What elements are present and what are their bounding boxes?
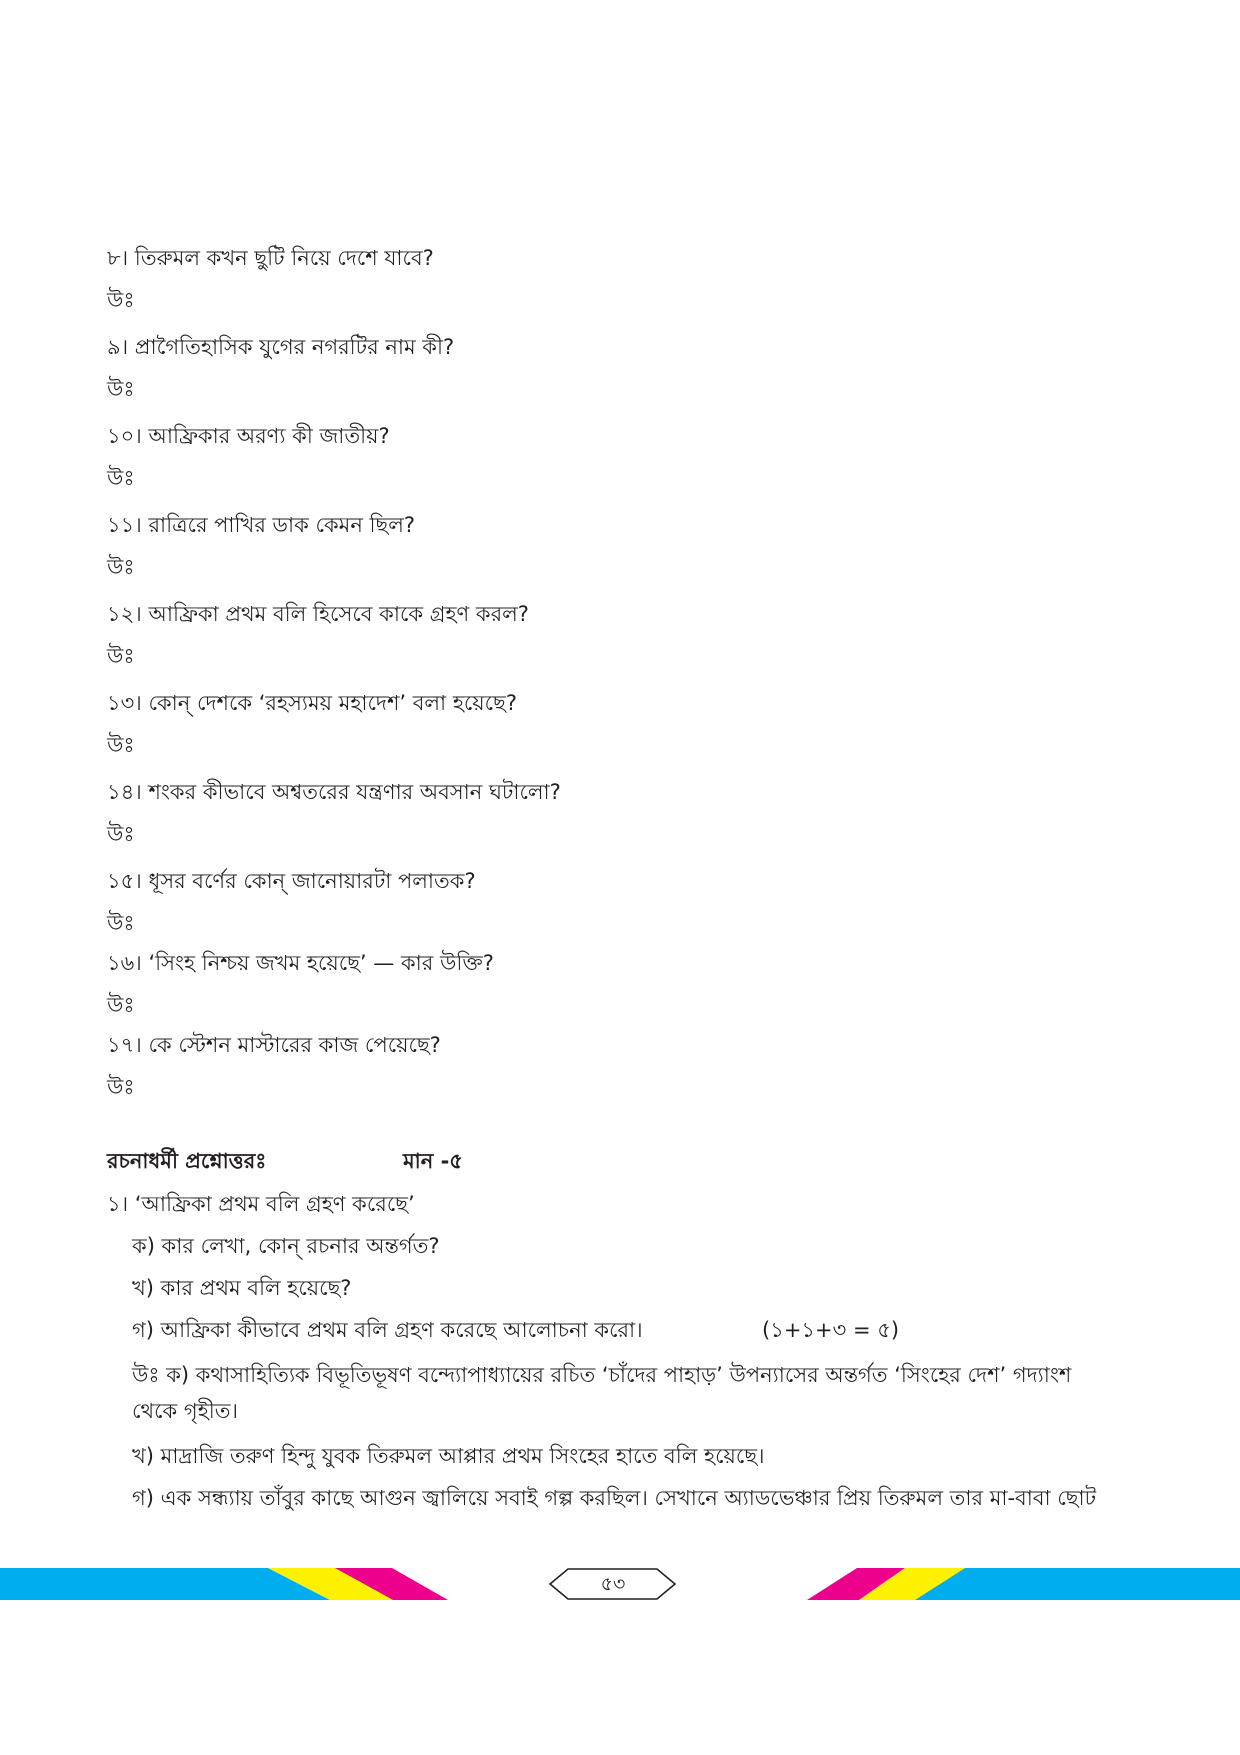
question-item: [107, 777, 1107, 849]
answer-label: উঃ: [107, 644, 135, 668]
sub-question: ক) কার লেখা, কোন্ রচনার অন্তর্গত?: [132, 1234, 440, 1258]
question-text: ১৭। কে স্টেশন মাস্টারের কাজ পেয়েছে?: [107, 1033, 441, 1057]
page-number: ৫৩: [600, 1573, 626, 1595]
question-text: ৯। প্রাগৈতিহাসিক যুগের নগরটির নাম কী?: [107, 335, 455, 359]
essay-section: [107, 1145, 1117, 1513]
question-text: ১০। আফ্রিকার অরণ্য কী জাতীয়?: [107, 424, 390, 448]
answer-label: উঃ: [107, 822, 135, 846]
answer-label: উঃ: [107, 377, 135, 401]
question-item: [107, 688, 1107, 760]
essay-question: ১। ‘আফ্রিকা প্রথম বলি গ্রহণ করেছে’: [107, 1192, 415, 1216]
question-text: ৮। তিরুমল কখন ছুটি নিয়ে দেশে যাবে?: [107, 246, 434, 270]
sub-question: খ) কার প্রথম বলি হয়েছে?: [132, 1276, 352, 1300]
answer-label: উঃ: [107, 911, 135, 935]
answer-paragraph: গ) এক সন্ধ্যায় তাঁবুর কাছে আগুন জ্বালিয়ে সবাই গল্প করছিল। সেখানে অ্যাডভেঞ্চার প্রিয় তিরুমল তার মা-বাবা ছোট: [132, 1486, 1097, 1510]
section-heading: [107, 1145, 1117, 1177]
question-text: ১২। আফ্রিকা প্রথম বলি হিসেবে কাকে গ্রহণ করল?: [107, 602, 529, 626]
answer-label: উঃ: [107, 993, 135, 1017]
short-questions-list: [107, 243, 1107, 1112]
footer-cyan-right: [915, 1568, 1240, 1600]
section-marks: মান -৫: [403, 1149, 463, 1173]
sub-question-row: [107, 1315, 1117, 1345]
question-item: [107, 510, 1107, 582]
answer-label: উঃ: [107, 1075, 135, 1099]
question-item: [107, 1030, 1107, 1102]
question-item: [107, 948, 1107, 1020]
question-text: ১৪। শংকর কীভাবে অশ্বতরের যন্ত্রণার অবসান ঘটালো?: [107, 780, 561, 804]
answer-paragraph: উঃ ক) কথাসাহিত্যিক বিভূতিভূষণ বন্দ্যোপাধ্যায়ের রচিত ‘চাঁদের পাহাড়’ উপন্যাসের অন্তর্গত ‘সিংহের দেশ’ গদ্যাংশ থেকে গৃহীত।: [132, 1363, 1072, 1423]
marks-formula: (১+১+৩ = ৫): [762, 1318, 900, 1342]
question-item: [107, 599, 1107, 671]
answer-label: উঃ: [107, 288, 135, 312]
question-item: [107, 866, 1107, 938]
answer-label: উঃ: [107, 733, 135, 757]
answer-label: উঃ: [107, 466, 135, 490]
question-text: ১৩। কোন্ দেশকে ‘রহস্যময় মহাদেশ’ বলা হয়েছে?: [107, 691, 517, 715]
question-item: [107, 332, 1107, 404]
question-text: ১১। রাত্রিরে পাখির ডাক কেমন ছিল?: [107, 513, 416, 537]
question-item: [107, 421, 1107, 493]
sub-question: গ) আফ্রিকা কীভাবে প্রথম বলি গ্রহণ করেছে আলোচনা করো।: [132, 1318, 643, 1342]
question-text: ১৫। ধূসর বর্ণের কোন্ জানোয়ারটা পলাতক?: [107, 869, 476, 893]
question-item: [107, 243, 1107, 315]
answer-label: উঃ: [107, 555, 135, 579]
section-title: রচনাধর্মী প্রশ্নোত্তরঃ: [107, 1149, 267, 1173]
answer-paragraph: খ) মাদ্রাজি তরুণ হিন্দু যুবক তিরুমল আপ্পার প্রথম সিংহের হাতে বলি হয়েছে।: [132, 1444, 765, 1468]
question-text: ১৬। ‘সিংহ নিশ্চয় জখম হয়েছে’ — কার উক্তি?: [107, 951, 494, 975]
